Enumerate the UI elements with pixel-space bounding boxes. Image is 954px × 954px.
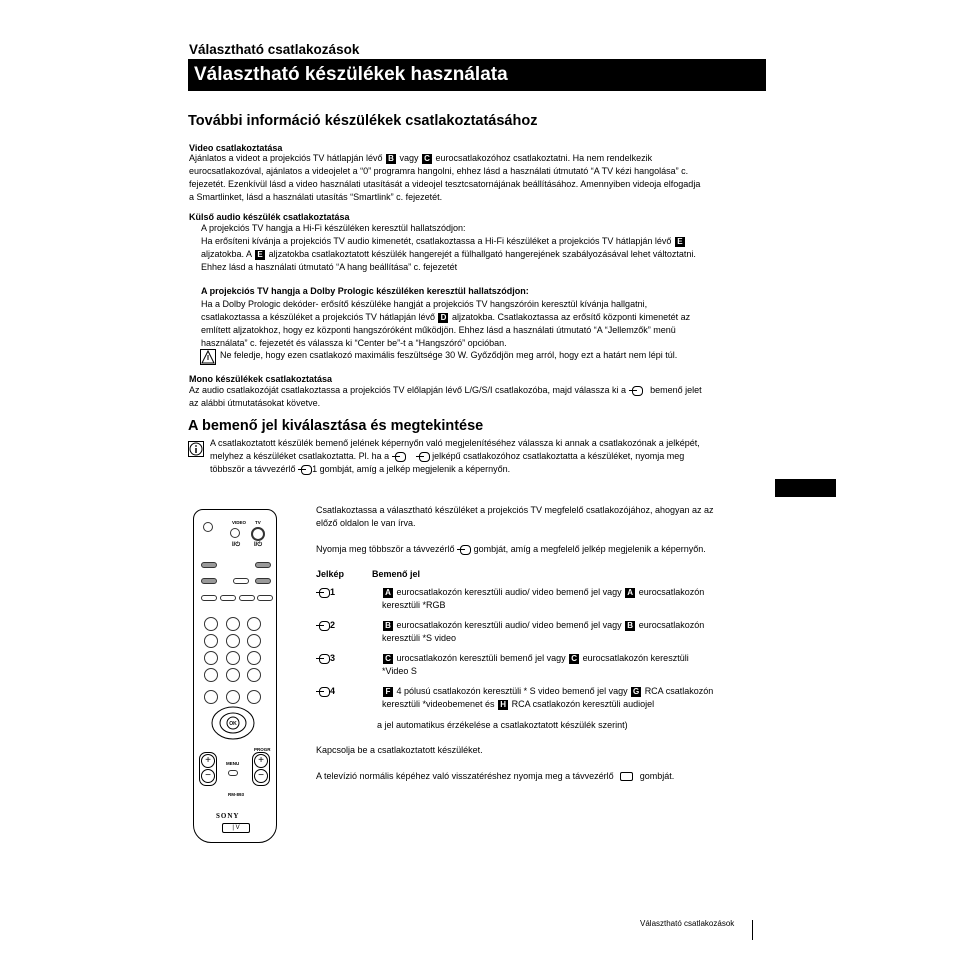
input-icon bbox=[457, 545, 471, 554]
remote-progr-rocker: + − bbox=[252, 752, 270, 786]
connector-e-box: E bbox=[675, 237, 685, 247]
connector-e-box: E bbox=[255, 250, 265, 260]
info-icon bbox=[188, 441, 204, 457]
row-symbol: 2 bbox=[316, 619, 335, 632]
remote-joystick bbox=[211, 706, 255, 740]
input-icon bbox=[316, 654, 330, 663]
tv-button-icon bbox=[620, 772, 633, 781]
dolby-heading: A projekciós TV hangja a Dolby Prologic készüléken keresztül hallatszódjon: bbox=[201, 286, 529, 296]
audio-text: A projekciós TV hangja a Hi-Fi készüléken keresztül hallatszódjon: Ha erősíteni kívánja a projekciós TV audio kimenetét, csatlakoztassa a Hi-Fi készüléket a projekciós TV hátlapján lévő E aljzatokba. A E aljzatokba csatlakoztatott készülék hangerejét a fülhallgató hangerejének szabályozásával lehet változtatni. Ehhez lásd a használati útmutató “A hang beállítása” c. fejezetét bbox=[201, 223, 696, 272]
chapter-tab bbox=[775, 479, 836, 497]
row-4-text: F 4 pólusú csatlakozón keresztüli * S video bemenő jel vagy G RCA csatlakozón keresztüli *videobemenet és H RCA csatlakozón keresztüli audiojel bbox=[382, 686, 714, 709]
remote-progr-label: PROGR bbox=[254, 747, 271, 752]
mono-text: Az audio csatlakozóját csatlakoztassa a projekciós TV előlapján lévő L/G/S/I csatlakozóba, majd válassza ki a bemenő jelet az alábbi útmutatásokat követve. bbox=[189, 385, 702, 408]
remote-menu-label: MENU bbox=[226, 761, 240, 766]
remote-tv-label: TV bbox=[255, 520, 261, 525]
step-1: Csatlakoztassa a választható készüléket a projekciós TV megfelelő csatlakozójához, ahogyan az az előző oldalon le van írva. bbox=[316, 505, 714, 528]
mute-icon bbox=[203, 522, 213, 532]
input-icon bbox=[316, 588, 330, 597]
remote-video-button bbox=[230, 528, 240, 538]
footer-label: Választható csatlakozások bbox=[640, 919, 735, 928]
select-heading: A bemenő jel kiválasztása és megtekintése bbox=[188, 418, 484, 434]
remote-video-label: VIDEO bbox=[232, 520, 247, 525]
row-symbol: 1 bbox=[316, 586, 335, 599]
row-text: C urocsatlakozón keresztüli bemenő jel vagy C eurocsatlakozón keresztüli *Video S bbox=[382, 653, 689, 676]
connector-c-box: C bbox=[422, 154, 432, 164]
auto-note: a jel automatikus érzékelése a csatlakoztatott készülék szerint) bbox=[377, 720, 628, 730]
footer-rule bbox=[752, 920, 753, 940]
input-icon bbox=[416, 452, 430, 461]
audio-heading: Külső audio készülék csatlakoztatása bbox=[189, 212, 350, 222]
remote-brand: SONY bbox=[216, 812, 240, 820]
row-text: B eurocsatlakozón keresztüli audio/ video bemenő jel vagy B eurocsatlakozón keresztüli *S video bbox=[382, 620, 705, 643]
input-icon bbox=[392, 452, 406, 461]
remote-model-label: RM-893 bbox=[228, 792, 245, 797]
remote-ok-label: OK bbox=[229, 721, 237, 727]
mono-heading: Mono készülékek csatlakoztatása bbox=[189, 374, 333, 384]
input-icon bbox=[629, 386, 643, 395]
page-title: Választható készülékek használata bbox=[188, 59, 766, 91]
connector-b-box: B bbox=[386, 154, 396, 164]
connector-d-box: D bbox=[438, 313, 448, 323]
step-3: Kapcsolja be a csatlakoztatott készüléket. bbox=[316, 745, 483, 755]
remote-volume-rocker: + − bbox=[199, 752, 217, 786]
dolby-text: Ha a Dolby Prologic dekóder- erősítő készüléke hangját a projekciós TV hangszóróin keresztül kívánja hallgatni, csatlakoztassa a készüléket a projekciós TV hátlapján lévő D aljzatokba. Csatlakoztassa az erősítő központi kimenetét az említett aljzatokhoz, hogy ez központi hangszóróként működjön. Ehhez lásd a használati útmutató “A “Jellemzők” menü használata” c. fejezetét és válassza ki “Center be”-t a “Hangszóró” opcióban. bbox=[201, 299, 691, 348]
video-text: Ajánlatos a videot a projekciós TV hátlapján lévő B vagy C eurocsatlakozóhoz csatlakoztatni. Ha nem rendelkezik eurocsatlakozóval, ajánlatos a videojelet a “0” programra hangolni, ehhez lásd a használati útmutató “A TV kézi hangolása” c. fejezetét. Ezenkívül lásd a video használati utasítását a videojel tesztcsatornájának beállításához. Amennyiben videoja elfogadja a Smartlinket, lásd a használati utasítás “Smartlink” c. fejezetét. bbox=[189, 153, 701, 202]
warning-icon bbox=[200, 349, 216, 365]
step-2: Nyomja meg többször a távvezérlő gombját, amíg a megfelelő jelkép megjelenik a képernyőn. bbox=[316, 544, 706, 554]
input-icon bbox=[298, 465, 312, 474]
row-4-symbol: 4 bbox=[316, 685, 335, 698]
col-symbol-header: Jelkép bbox=[316, 569, 345, 579]
select-note: A csatlakoztatott készülék bemenő jelének képernyőn való megjelenítéséhez válassza ki annak a csatlakozónak a jelképét, melyhez a készüléket csatlakoztatta. Pl. ha a jelképű csatlakozóhoz csatlakoztatta a készüléket, nyomja meg többször a távvezérlő 1 gombját, amíg a jelkép megjelenik a képernyőn. bbox=[210, 438, 700, 474]
remote-tv-power-button bbox=[251, 527, 265, 541]
col-input-header: Bemenő jel bbox=[372, 569, 421, 579]
step-4: A televízió normális képéhez való visszatéréshez nyomja meg a távvezérlő gombját. bbox=[316, 771, 675, 781]
section-label: Választható csatlakozások bbox=[189, 42, 360, 57]
info-heading: További információ készülékek csatlakoztatásához bbox=[188, 113, 538, 129]
input-icon bbox=[316, 621, 330, 630]
row-symbol: 3 bbox=[316, 652, 335, 665]
remote-power-label: I/⏻ bbox=[254, 542, 263, 548]
video-heading: Video csatlakoztatása bbox=[189, 143, 283, 153]
input-icon bbox=[316, 687, 330, 696]
remote-power-label: I/⏻ bbox=[232, 542, 241, 548]
warning-text: Ne feledje, hogy ezen csatlakozó maximális feszültsége 30 W. Győződjön meg arról, hogy ezt a határt nem lépi túl. bbox=[220, 350, 678, 360]
row-text: A eurocsatlakozón keresztüli audio/ video bemenő jel vagy A eurocsatlakozón keresztüli *RGB bbox=[382, 587, 705, 610]
remote-screen-label: | V bbox=[222, 823, 250, 833]
remote-control bbox=[193, 509, 277, 843]
